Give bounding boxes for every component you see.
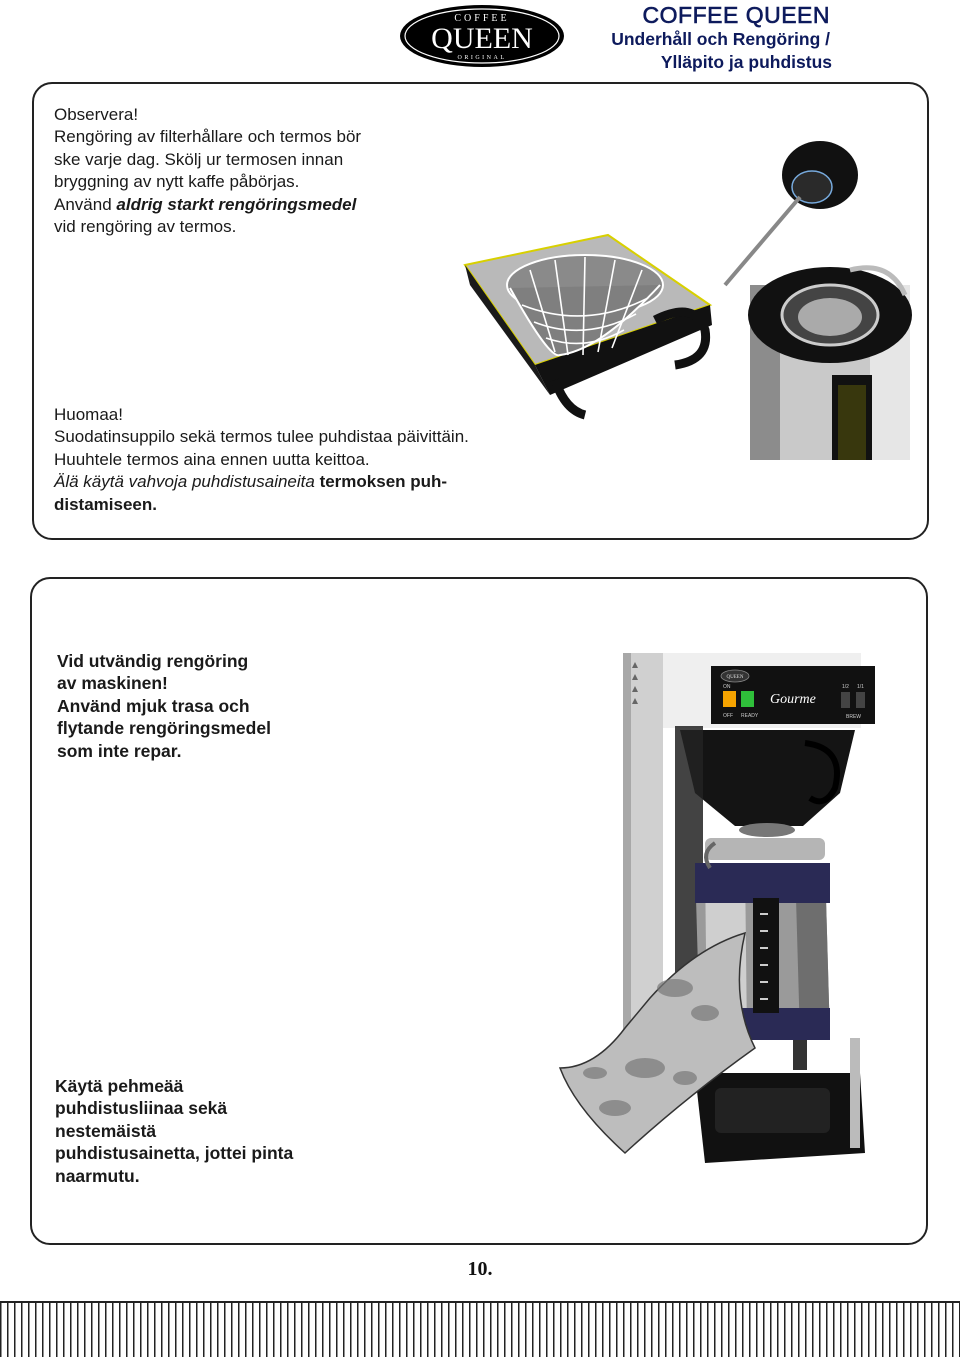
note-text [54,471,514,493]
svg-text:ORIGINAL: ORIGINAL [457,55,507,61]
filter-holder-illustration [460,230,720,420]
note-text: bryggning av nytt kaffe påbörjas. [54,172,300,192]
svg-text:QUEEN: QUEEN [431,22,533,55]
header-title-sv: Underhåll och Rengöring / [611,29,830,49]
svg-text:COFFEE: COFFEE [454,13,510,24]
note-text: naarmutu. [55,1165,140,1186]
page-header [611,2,830,74]
svg-text:READY: READY [741,713,759,719]
coffee-queen-logo [398,3,566,69]
svg-text:BREW: BREW [846,714,861,720]
note-text: nestemäistä [55,1120,157,1141]
note-text-bold: termoksen puh- [314,472,448,492]
note-text: Vid utvändig rengöring [57,651,249,671]
note-text: flytande rengöringsmedel [57,718,271,739]
note-heading-sv: Observera! [54,105,139,124]
note-heading-fi: Huomaa! [54,405,123,424]
note-text: av maskinen! [57,673,168,694]
note-text: Suodatinsuppilo sekä termos tulee puhdistaa päivittäin. [54,427,469,447]
svg-text:QUEEN: QUEEN [726,675,744,680]
swedish-note [54,104,454,238]
svg-text:ON: ON [723,684,731,690]
warning-emphasis: Älä käytä vahvoja puhdistusaineita [54,472,315,492]
note-text: ske varje dag. Skölj ur termosen innan [54,149,344,169]
note-text: Använd aldrig starkt rengöringsmedel [54,194,357,214]
note-text-bold: distamiseen. [54,494,157,514]
swedish-exterior-note [57,650,387,762]
note-text: Huuhtele termos aina ennen uutta keittoa. [54,449,370,469]
note-text: Rengöring av filterhållare och termos bör [54,127,362,147]
svg-text:Gourme: Gourme [770,692,816,707]
footer-barcode-strip [0,1301,960,1357]
svg-text:1/2: 1/2 [842,684,849,690]
note-text: puhdistusainetta, jottei pinta [55,1143,294,1164]
note-text: vid rengöring av termos. [54,217,237,237]
warning-emphasis: aldrig starkt rengöringsmedel [116,194,357,214]
note-text: Käytä pehmeää [55,1076,184,1096]
svg-text:1/1: 1/1 [857,684,864,690]
page-number: 10. [467,1258,493,1280]
thermos-illustration [720,135,920,460]
coffee-machine-illustration [555,648,875,1176]
finnish-exterior-note [55,1075,385,1187]
note-text: puhdistusliinaa sekä [55,1098,228,1119]
finnish-note [54,404,514,516]
header-brand: COFFEE QUEEN [642,2,830,28]
note-text: Använd mjuk trasa och [57,695,250,716]
note-text: som inte repar. [57,740,182,761]
svg-text:OFF: OFF [723,713,733,719]
header-title-fi: Ylläpito ja puhdistus [660,52,832,72]
